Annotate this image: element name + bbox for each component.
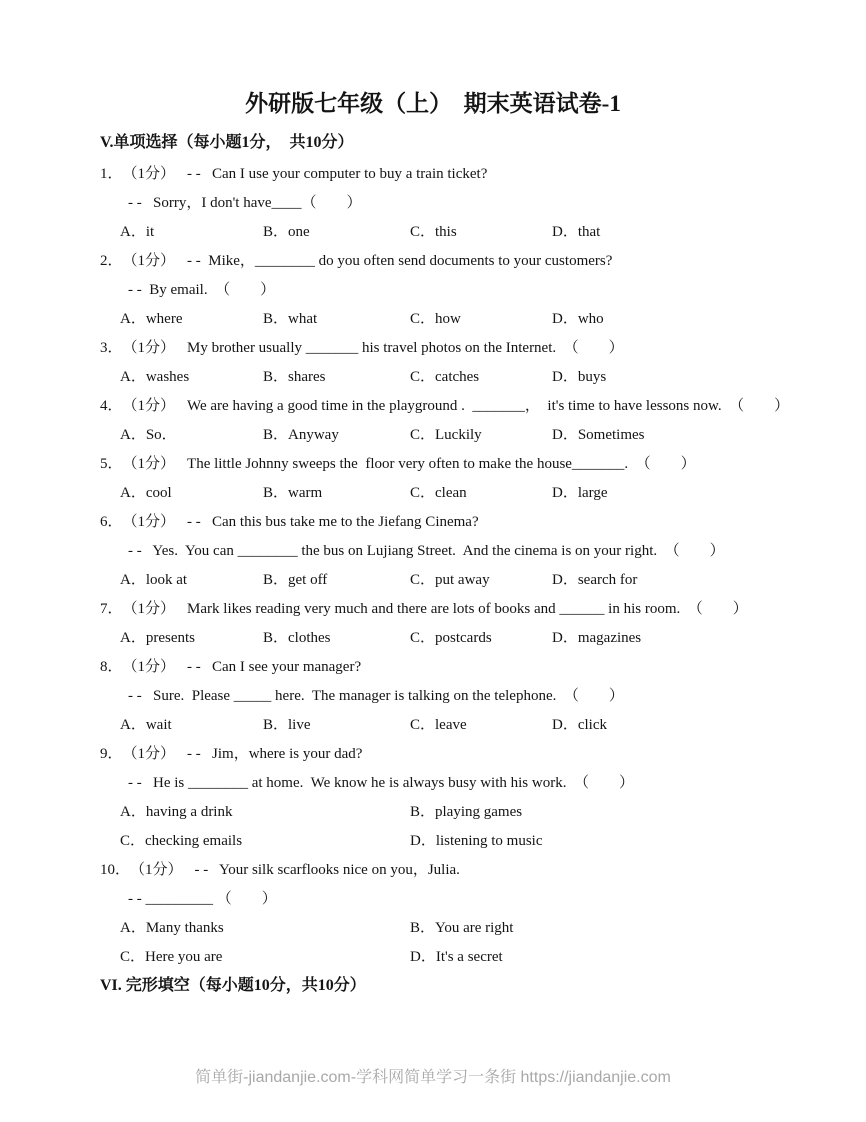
question-block [100,744,816,851]
option-b: B．one [263,224,310,240]
question-text: - - Can I see your manager? [187,659,362,675]
option-c: C．this [410,224,457,240]
question-text: - - Mike，________ do you often send documents to your customers? [187,253,613,269]
option-c: C．clean [410,485,467,501]
option-d: D．search for [552,572,638,588]
option-c: C．checking emails [120,833,243,849]
option-a: A．So． [120,427,177,443]
option-b: B．get off [263,572,328,588]
option-b: B．what [263,311,318,327]
option-b: B．clothes [263,630,331,646]
section-v-header: V.单项选择（每小题1分， 共10分） [100,134,354,151]
option-d: D．magazines [552,630,642,646]
option-b: B．playing games [410,804,523,820]
question-block [100,164,816,242]
question-score: （1分） [122,746,176,762]
option-d: D．large [552,485,608,501]
option-a: A．wait [120,717,172,733]
option-c: C．leave [410,717,467,733]
footer-watermark: 简单街-jiandanjie.com-学科网简单学习一条街 https://jiandanjie.com [195,1069,671,1086]
question-first-line [100,599,816,619]
option-b: B．You are right [410,920,514,936]
options-row [100,425,816,445]
options-row [100,367,816,387]
option-a: A．washes [120,369,190,385]
options-row [100,483,816,503]
option-a: A．where [120,311,183,327]
option-a: A．look at [120,572,188,588]
question-text: Mark likes reading very much and there are lots of books and ______ in his room. （ ） [187,601,748,617]
option-c: C．postcards [410,630,492,646]
option-a: A．it [120,224,155,240]
question-first-line [100,744,816,764]
option-b: B．warm [263,485,323,501]
question-score: （1分） [122,398,176,414]
question-text: - - Can this bus take me to the Jiefang Cinema? [187,514,479,530]
question-text: We are having a good time in the playground . _______， it's time to have lessons now. （ ） [187,398,790,414]
question-first-line [100,338,816,358]
question-number: 2． [100,253,123,269]
options-row [100,802,816,851]
question-score: （1分） [122,514,176,530]
option-a: A．having a drink [120,804,233,820]
question-first-line [100,251,816,271]
question-first-line [100,164,816,184]
question-continuation-line: - - Yes. You can ________ the bus on Lujiang Street. And the cinema is on your right. （ ） [128,543,725,559]
option-c: C．Luckily [410,427,482,443]
question-continuation-line: - - By email. （ ） [128,282,276,298]
question-text: My brother usually _______ his travel photos on the Internet. （ ） [187,340,624,356]
question-text: - - Can I use your computer to buy a train ticket? [187,166,488,182]
page-title: 外研版七年级（上） 期末英语试卷-1 [245,91,621,116]
question-score: （1分） [122,340,176,356]
option-c: C．put away [410,572,490,588]
question-block [100,338,816,387]
options-row [100,570,816,590]
question-list [100,164,816,967]
question-block [100,657,816,735]
option-a: A．Many thanks [120,920,224,936]
question-continuation-line: - - _________ （ ） [128,891,277,907]
question-first-line [100,657,816,677]
question-number: 3． [100,340,123,356]
question-number: 4． [100,398,123,414]
options-row [100,628,816,648]
option-d: D．click [552,717,607,733]
question-text: The little Johnny sweeps the floor very often to make the house_______. （ ） [187,456,696,472]
option-d: D．buys [552,369,607,385]
question-block [100,860,816,967]
question-block [100,599,816,648]
option-b: B．Anyway [263,427,339,443]
question-score: （1分） [130,862,183,878]
question-block [100,454,816,503]
question-continuation-line: - - Sure. Please _____ here. The manager is talking on the telephone. （ ） [128,688,624,704]
question-number: 9． [100,746,123,762]
option-d: D．Sometimes [552,427,645,443]
question-continuation-line: - - He is ________ at home. We know he is always busy with his work. （ ） [128,775,634,791]
question-first-line [100,454,816,474]
option-d: D．listening to music [410,833,543,849]
question-block [100,251,816,329]
option-d: D．It's a secret [410,949,503,965]
question-number: 10． [100,862,131,878]
question-number: 5． [100,456,123,472]
option-a: A．presents [120,630,195,646]
option-d: D．that [552,224,601,240]
options-row [100,918,816,967]
option-a: A．cool [120,485,172,501]
question-number: 1． [100,166,123,182]
options-row [100,715,816,735]
option-c: C．how [410,311,461,327]
question-score: （1分） [122,659,176,675]
option-d: D．who [552,311,604,327]
question-score: （1分） [122,456,176,472]
question-text: - - Your silk scarflooks nice on you，Julia. [194,862,460,878]
options-row [100,309,816,329]
question-number: 8． [100,659,123,675]
question-first-line [100,512,816,532]
question-score: （1分） [122,253,176,269]
question-first-line [100,860,816,880]
section-vi-header: VI. 完形填空（每小题10分，共10分） [100,977,366,994]
question-block [100,512,816,590]
option-c: C．catches [410,369,480,385]
option-c: C．Here you are [120,949,223,965]
question-score: （1分） [122,166,176,182]
option-b: B．shares [263,369,326,385]
question-block [100,396,816,445]
question-number: 7． [100,601,123,617]
options-row [100,222,816,242]
question-score: （1分） [122,601,176,617]
exam-content [0,133,866,996]
question-first-line [100,396,816,416]
question-continuation-line: - - Sorry，I don't have____（ ） [128,195,362,211]
option-b: B．live [263,717,311,733]
question-number: 6． [100,514,123,530]
question-text: - - Jim，where is your dad? [187,746,363,762]
